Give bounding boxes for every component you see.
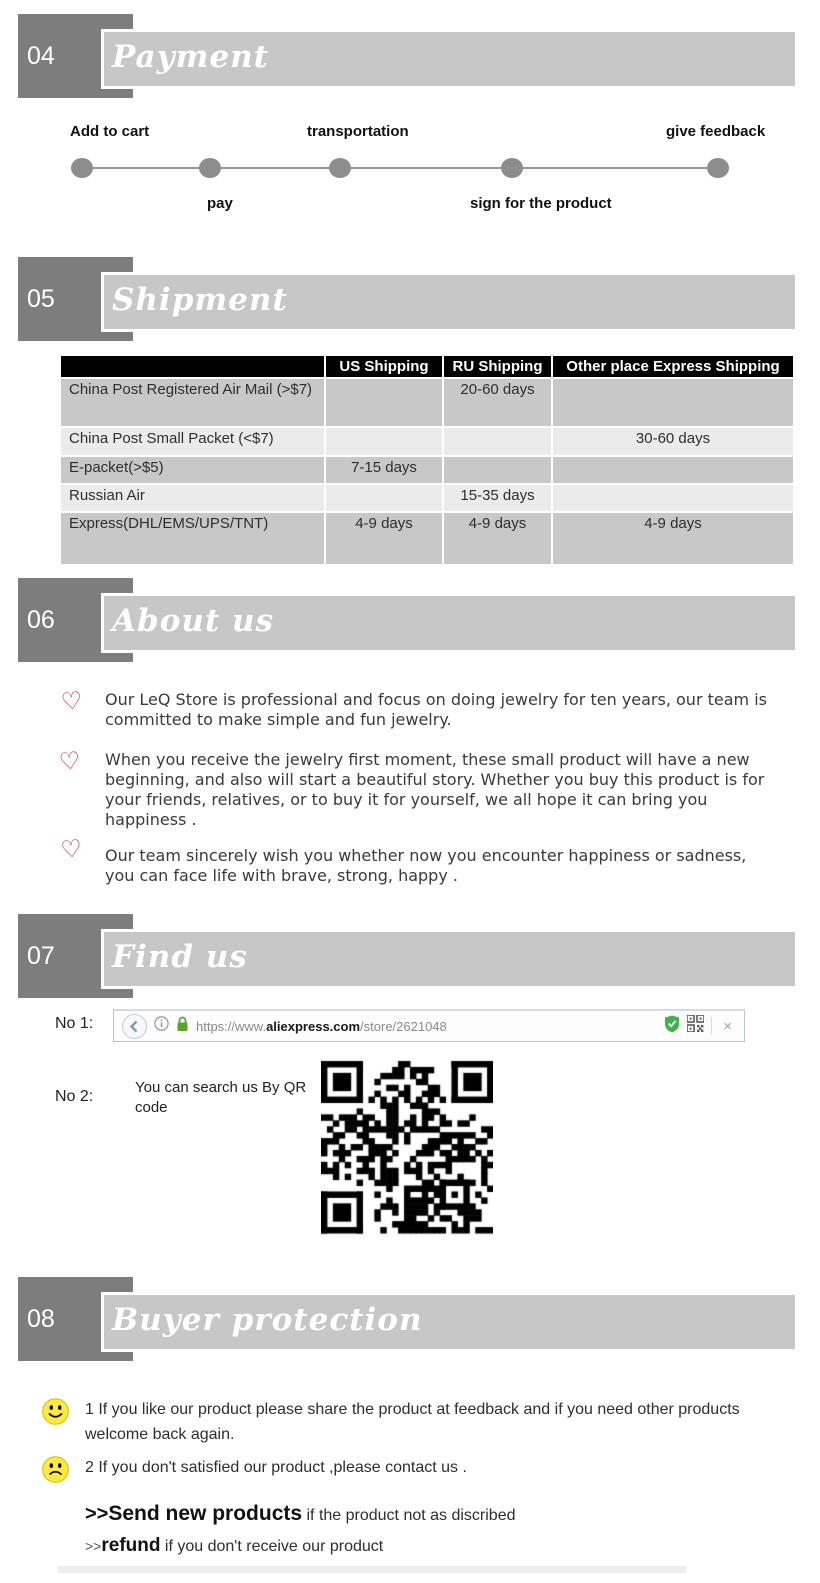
timeline-step-label: give feedback — [666, 123, 766, 140]
section-title: Payment — [112, 39, 269, 75]
chevrons-icon: >> — [85, 1538, 102, 1554]
find-us-no1-label: No 1: — [55, 1015, 94, 1032]
buyer-protection-text: 2 If you don't satisfied our product ,please contact us . — [85, 1459, 467, 1476]
shipping-days-cell — [553, 457, 793, 483]
qr-scan-icon[interactable] — [687, 1015, 704, 1037]
table-header-cell: Other place Express Shipping — [553, 356, 793, 377]
shipping-days-cell: 15-35 days — [444, 485, 551, 511]
section-number: 05 — [27, 285, 55, 313]
promise-strong-text: Send new products — [108, 1502, 303, 1525]
about-bullet-item — [59, 835, 772, 886]
lock-icon[interactable] — [176, 1016, 189, 1037]
section-header-payment — [0, 14, 820, 109]
timeline-dot — [501, 158, 523, 178]
heart-icon: ♡ — [57, 747, 82, 777]
table-header-cell — [61, 356, 324, 377]
timeline-step-label: sign for the product — [470, 195, 612, 212]
shipping-method-cell: China Post Small Packet (<$7) — [61, 428, 324, 455]
url-text[interactable]: https://www.aliexpress.com/store/2621048 — [196, 1018, 447, 1034]
timeline-dot — [329, 158, 351, 178]
table-row — [61, 457, 793, 483]
smiley-sad-icon — [42, 1455, 85, 1488]
section-title: Find us — [112, 939, 248, 975]
find-us-no2-label: No 2: — [55, 1088, 94, 1105]
section-header-about — [0, 578, 820, 673]
back-icon[interactable] — [122, 1014, 147, 1039]
section-header-find-us — [0, 914, 820, 1009]
shipping-method-cell: Express(DHL/EMS/UPS/TNT) — [61, 513, 324, 564]
browser-address-bar[interactable] — [113, 1009, 745, 1042]
section-header-buyer-protection — [0, 1277, 820, 1372]
shipping-days-cell — [444, 457, 551, 483]
about-bullet-item — [57, 747, 772, 830]
promise-rest-text: if you don't receive our product — [160, 1538, 384, 1555]
timeline-dot — [71, 158, 93, 178]
shipping-days-cell: 4-9 days — [553, 513, 793, 564]
shipping-days-cell: 30-60 days — [553, 428, 793, 455]
shipping-table — [59, 354, 795, 566]
promise-strong-text: refund — [101, 1535, 161, 1556]
shipping-days-cell — [326, 428, 442, 455]
shipping-days-cell: 20-60 days — [444, 379, 551, 426]
timeline-step-label: transportation — [307, 123, 409, 140]
timeline-step-label: pay — [207, 195, 233, 212]
table-header-row — [61, 356, 793, 377]
shipping-days-cell: 7-15 days — [326, 457, 442, 483]
section-header-shipment — [0, 257, 820, 352]
table-row — [61, 428, 793, 455]
table-row — [61, 485, 793, 511]
section-number: 08 — [27, 1305, 55, 1333]
chevrons-icon: >> — [85, 1503, 109, 1525]
section-title: Shipment — [112, 282, 288, 318]
section-number: 07 — [27, 942, 55, 970]
buyer-protection-text: 1 If you like our product please share the product at feedback and if you need other products welcome back again. — [85, 1401, 740, 1443]
section-number: 04 — [27, 42, 55, 70]
shipping-days-cell: 4-9 days — [326, 513, 442, 564]
table-row — [61, 379, 793, 426]
shield-icon[interactable] — [664, 1015, 680, 1038]
qr-code — [321, 1057, 493, 1238]
shipping-days-cell — [444, 428, 551, 455]
promise-rest-text: if the product not as discribed — [302, 1507, 516, 1524]
shipping-days-cell — [553, 379, 793, 426]
info-icon[interactable] — [154, 1016, 169, 1036]
shipping-method-cell: E-packet(>$5) — [61, 457, 324, 483]
timeline-dot — [707, 158, 729, 178]
promise-line — [85, 1535, 383, 1557]
timeline-line — [82, 167, 718, 169]
shipping-days-cell: 4-9 days — [444, 513, 551, 564]
about-bullet-item — [59, 687, 772, 730]
heart-icon: ♡ — [59, 835, 84, 865]
bottom-divider — [58, 1566, 686, 1573]
section-number: 06 — [27, 606, 55, 634]
about-bullet-text: When you receive the jewelry first moment, these small product will have a new beginning, and also will start a beautiful story. Whether you buy this product is for your friends, relatives, or to buy it for yourself, we all hope it can bring you happiness . — [105, 750, 765, 829]
table-header-cell: US Shipping — [326, 356, 442, 377]
timeline-step-label: Add to cart — [70, 123, 150, 140]
shipping-days-cell — [326, 379, 442, 426]
heart-icon: ♡ — [59, 687, 84, 717]
table-header-cell: RU Shipping — [444, 356, 551, 377]
toolbar-divider — [711, 1017, 712, 1035]
shipping-days-cell — [326, 485, 442, 511]
shipping-days-cell — [553, 485, 793, 511]
close-icon[interactable]: × — [723, 1017, 732, 1035]
smiley-happy-icon — [42, 1397, 85, 1447]
section-title: About us — [112, 603, 275, 639]
buyer-protection-item — [42, 1397, 782, 1447]
table-row — [61, 513, 793, 564]
qr-caption: You can search us By QR code — [135, 1079, 307, 1116]
shipping-method-cell: China Post Registered Air Mail (>$7) — [61, 379, 324, 426]
shipping-method-cell: Russian Air — [61, 485, 324, 511]
about-bullet-text: Our LeQ Store is professional and focus on doing jewelry for ten years, our team is committed to make simple and fun jewelry. — [105, 690, 767, 729]
promise-line — [85, 1502, 516, 1526]
timeline-dot — [199, 158, 221, 178]
section-title: Buyer protection — [112, 1302, 423, 1338]
about-bullet-text: Our team sincerely wish you whether now you encounter happiness or sadness, you can face life with brave, strong, happy . — [105, 846, 747, 885]
buyer-protection-item — [42, 1455, 782, 1488]
